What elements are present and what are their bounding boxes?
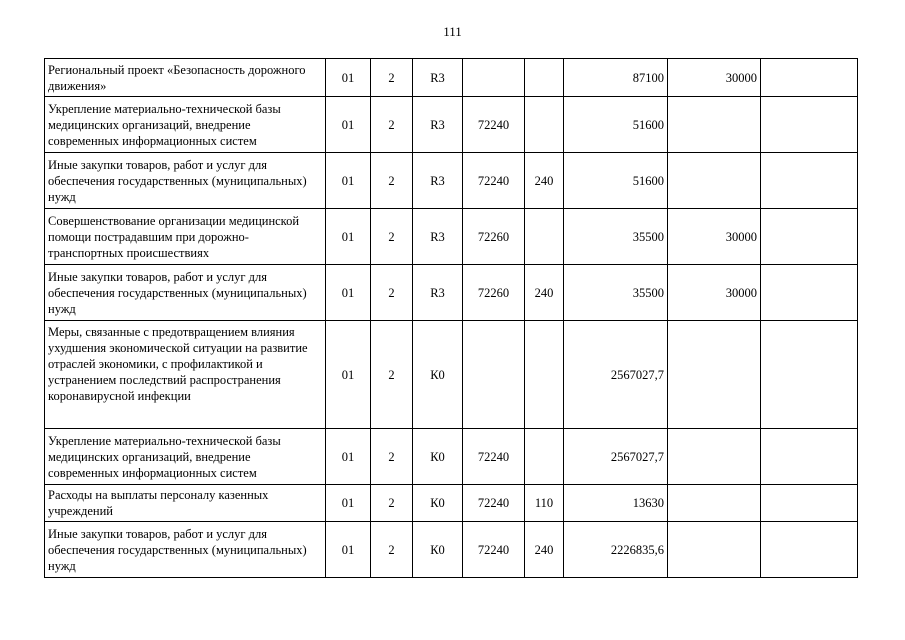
amount2-cell <box>668 97 761 153</box>
table-row <box>45 429 858 485</box>
amount1-cell: 35500 <box>564 265 668 321</box>
table-body <box>45 59 858 578</box>
row-name-cell: Меры, связанные с предотвращением влияния ухудшения экономической ситуации на развитие отраслей экономики, с профилактикой и устранением последствий распространения коронавирусной инфекции <box>45 321 326 429</box>
code1-cell: 01 <box>326 265 371 321</box>
amount3-cell <box>761 485 858 522</box>
code3-cell: К0 <box>413 485 463 522</box>
amount1-cell: 51600 <box>564 153 668 209</box>
code3-cell: К0 <box>413 522 463 578</box>
code5-cell: 240 <box>525 522 564 578</box>
amount3-cell <box>761 522 858 578</box>
code1-cell: 01 <box>326 153 371 209</box>
amount3-cell <box>761 153 858 209</box>
code5-cell: 240 <box>525 265 564 321</box>
row-name-cell: Совершенствование организации медицинской помощи пострадавшим при дорожно-транспортных происшествиях <box>45 209 326 265</box>
code2-cell: 2 <box>371 265 413 321</box>
amount3-cell <box>761 265 858 321</box>
amount2-cell: 30000 <box>668 265 761 321</box>
code1-cell: 01 <box>326 209 371 265</box>
amount1-cell: 2567027,7 <box>564 429 668 485</box>
code3-cell: R3 <box>413 265 463 321</box>
code3-cell: К0 <box>413 429 463 485</box>
code4-cell: 72260 <box>463 209 525 265</box>
table-row <box>45 59 858 97</box>
amount2-cell <box>668 485 761 522</box>
code5-cell <box>525 321 564 429</box>
code3-cell: R3 <box>413 59 463 97</box>
code5-cell <box>525 209 564 265</box>
code1-cell: 01 <box>326 485 371 522</box>
amount1-cell: 87100 <box>564 59 668 97</box>
code2-cell: 2 <box>371 522 413 578</box>
code1-cell: 01 <box>326 97 371 153</box>
code5-cell <box>525 59 564 97</box>
amount3-cell <box>761 429 858 485</box>
code4-cell: 72240 <box>463 97 525 153</box>
amount1-cell: 2226835,6 <box>564 522 668 578</box>
code2-cell: 2 <box>371 59 413 97</box>
code4-cell <box>463 59 525 97</box>
table-row <box>45 153 858 209</box>
code2-cell: 2 <box>371 153 413 209</box>
code4-cell: 72240 <box>463 522 525 578</box>
amount2-cell <box>668 429 761 485</box>
amount2-cell <box>668 321 761 429</box>
table-row <box>45 97 858 153</box>
amount1-cell: 13630 <box>564 485 668 522</box>
code1-cell: 01 <box>326 59 371 97</box>
code3-cell: R3 <box>413 209 463 265</box>
code5-cell <box>525 97 564 153</box>
code5-cell <box>525 429 564 485</box>
code2-cell: 2 <box>371 97 413 153</box>
row-name-cell: Расходы на выплаты персоналу казенных учреждений <box>45 485 326 522</box>
code3-cell: R3 <box>413 153 463 209</box>
code2-cell: 2 <box>371 485 413 522</box>
code4-cell: 72260 <box>463 265 525 321</box>
table-row <box>45 209 858 265</box>
code2-cell: 2 <box>371 429 413 485</box>
code4-cell: 72240 <box>463 485 525 522</box>
code3-cell: R3 <box>413 97 463 153</box>
table-row <box>45 522 858 578</box>
row-name-cell: Укрепление материально-технической базы медицинских организаций, внедрение современных информационных систем <box>45 97 326 153</box>
amount3-cell <box>761 321 858 429</box>
amount3-cell <box>761 209 858 265</box>
code1-cell: 01 <box>326 522 371 578</box>
row-name-cell: Иные закупки товаров, работ и услуг для обеспечения государственных (муниципальных) нужд <box>45 153 326 209</box>
budget-table <box>44 58 858 578</box>
row-name-cell: Иные закупки товаров, работ и услуг для обеспечения государственных (муниципальных) нужд <box>45 522 326 578</box>
code5-cell: 110 <box>525 485 564 522</box>
page-number: 111 <box>443 24 462 39</box>
code4-cell: 72240 <box>463 429 525 485</box>
amount1-cell: 35500 <box>564 209 668 265</box>
table-row <box>45 265 858 321</box>
code5-cell: 240 <box>525 153 564 209</box>
code1-cell: 01 <box>326 321 371 429</box>
code2-cell: 2 <box>371 321 413 429</box>
table-row <box>45 485 858 522</box>
code4-cell: 72240 <box>463 153 525 209</box>
amount2-cell: 30000 <box>668 59 761 97</box>
amount1-cell: 2567027,7 <box>564 321 668 429</box>
table-row <box>45 321 858 429</box>
amount3-cell <box>761 97 858 153</box>
amount1-cell: 51600 <box>564 97 668 153</box>
amount2-cell <box>668 153 761 209</box>
code2-cell: 2 <box>371 209 413 265</box>
row-name-cell: Региональный проект «Безопасность дорожного движения» <box>45 59 326 97</box>
amount2-cell <box>668 522 761 578</box>
amount2-cell: 30000 <box>668 209 761 265</box>
code3-cell: К0 <box>413 321 463 429</box>
code4-cell <box>463 321 525 429</box>
amount3-cell <box>761 59 858 97</box>
row-name-cell: Укрепление материально-технической базы медицинских организаций, внедрение современных информационных систем <box>45 429 326 485</box>
row-name-cell: Иные закупки товаров, работ и услуг для обеспечения государственных (муниципальных) нужд <box>45 265 326 321</box>
code1-cell: 01 <box>326 429 371 485</box>
